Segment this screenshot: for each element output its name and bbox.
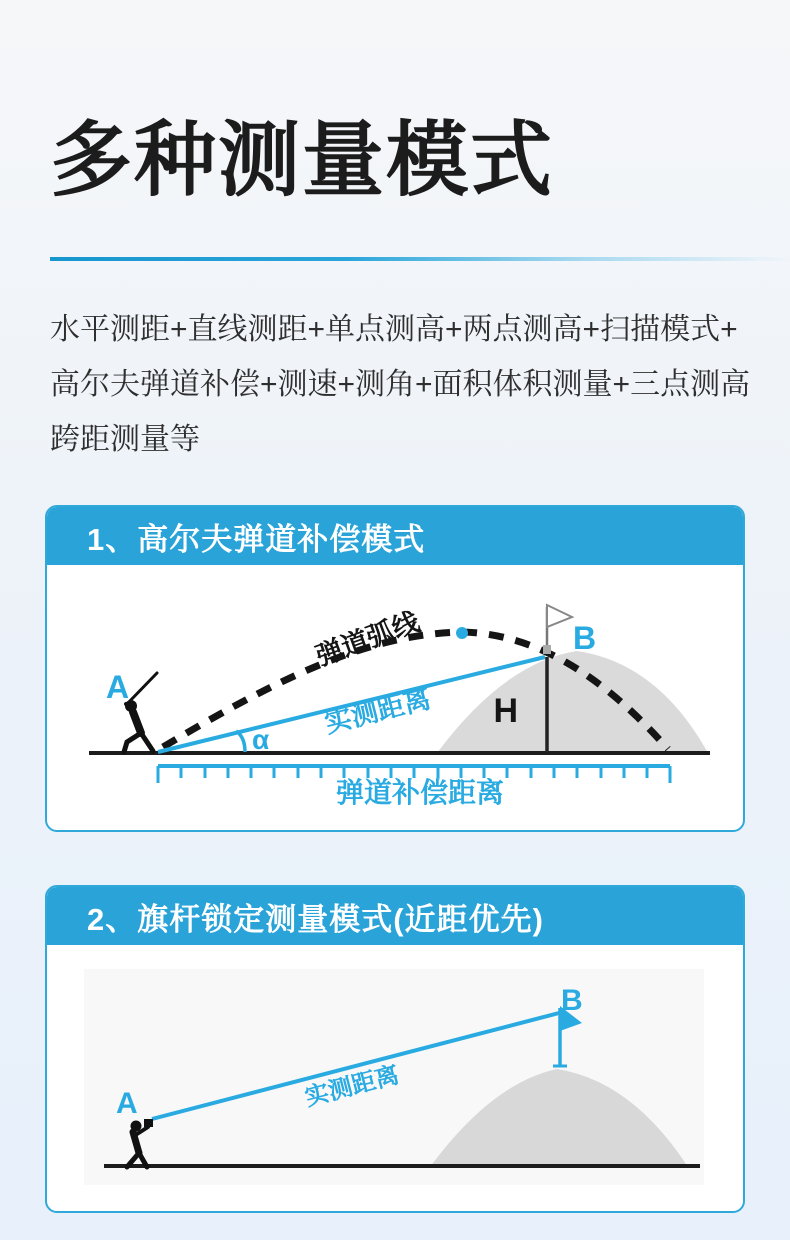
- intro-line-3: 跨距测量等: [50, 423, 200, 456]
- card-1-title: 1、高尔夫弹道补偿模式: [87, 521, 426, 557]
- measured-label-1: 实测距离: [321, 683, 434, 739]
- point-a-label-2: A: [116, 1087, 138, 1120]
- flag-lock-diagram: [45, 945, 745, 1211]
- measured-label-2: 实测距离: [302, 1061, 402, 1112]
- angle-label: α: [252, 724, 270, 755]
- card-1-header: [47, 507, 743, 565]
- angle-arc: [236, 731, 245, 752]
- card-2-header: [47, 887, 743, 945]
- ruler-label: 弹道补偿距离: [335, 777, 505, 808]
- point-b-label-2: B: [561, 984, 583, 1017]
- arc-label: 弹道弧线: [311, 606, 424, 672]
- point-b-label: B: [573, 620, 597, 656]
- card-1-diagram: [45, 565, 745, 830]
- card-2-title: 2、旗杆锁定测量模式(近距优先): [87, 901, 544, 937]
- title-divider: [50, 257, 790, 261]
- ballistic-diagram: [45, 565, 745, 830]
- intro-paragraph: [50, 302, 770, 467]
- card-2-diagram: [45, 945, 745, 1211]
- flag-icon: [543, 605, 572, 654]
- intro-line-1: 水平测距+直线测距+单点测高+两点测高+扫描模式+: [50, 313, 738, 346]
- golf-ball: [456, 627, 468, 639]
- intro-line-2: 高尔夫弹道补偿+测速+测角+面积体积测量+三点测高: [50, 368, 751, 401]
- page-title: 多种测量模式: [50, 115, 555, 206]
- point-a-label: A: [106, 669, 130, 705]
- height-label: H: [493, 692, 518, 730]
